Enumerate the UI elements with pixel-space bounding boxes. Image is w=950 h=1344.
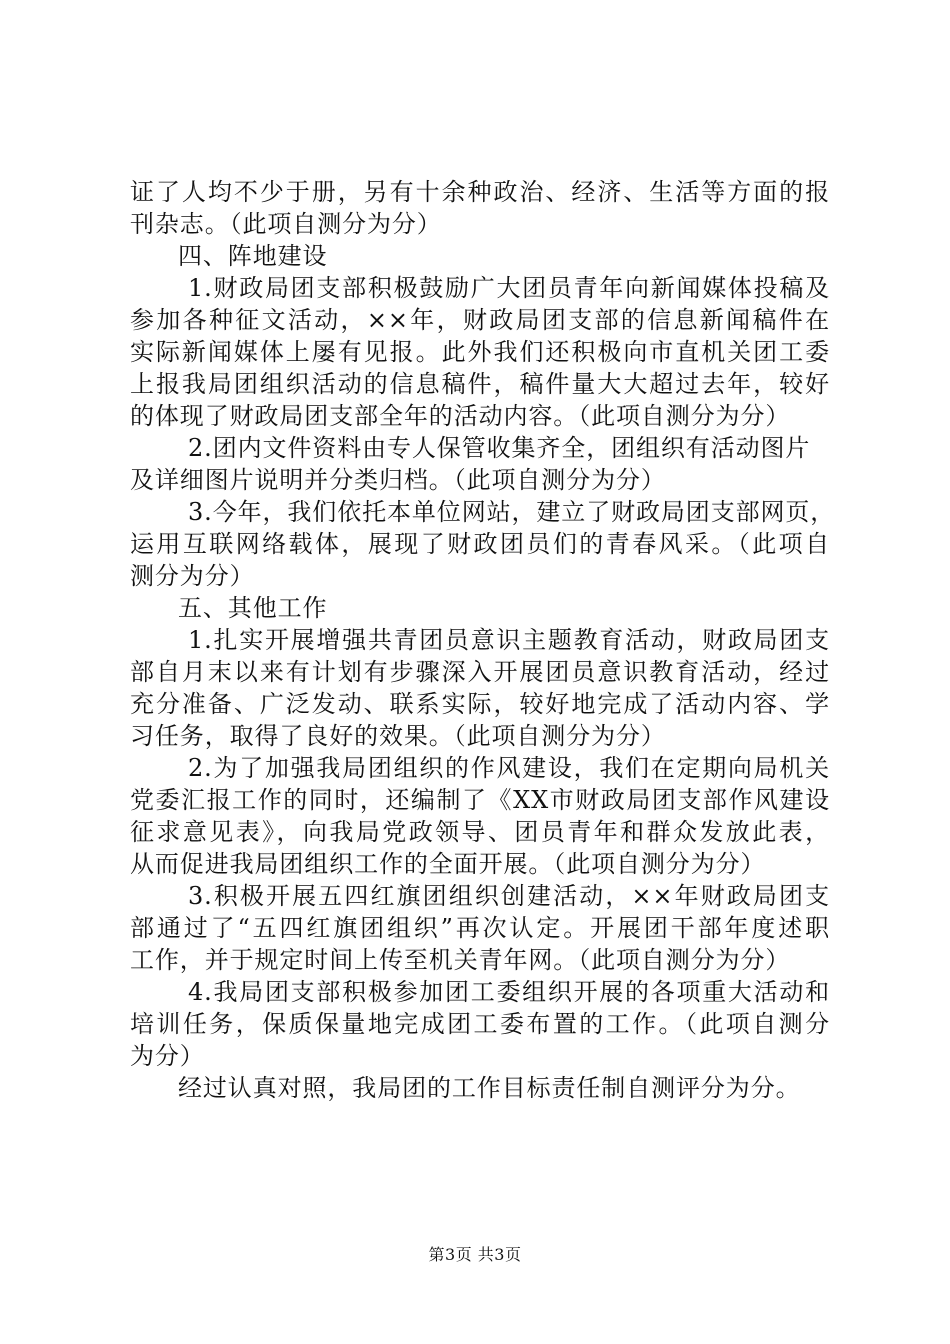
body-text-line: 实际新闻媒体上屡有见报。此外我们还积极向市直机关团工委: [130, 338, 830, 366]
body-text-line: 1.扎实开展增强共青团员意识主题教育活动，财政局团支: [188, 626, 830, 654]
body-text-line: 党委汇报工作的同时，还编制了《XX市财政局团支部作风建设: [130, 786, 830, 814]
body-text-line: 充分准备、广泛发动、联系实际，较好地完成了活动内容、学: [130, 690, 830, 718]
body-text-line: 习任务，取得了良好的效果。（此项自测分为分）: [130, 722, 666, 750]
section-heading: 五、其他工作: [178, 594, 328, 622]
body-text-line: 刊杂志。（此项自测分为分）: [130, 210, 442, 238]
body-text-line: 征求意见表》，向我局党政领导、团员青年和群众发放此表，: [130, 818, 830, 846]
body-text-line: 2.为了加强我局团组织的作风建设，我们在定期向局机关: [188, 754, 830, 782]
conclusion-line: 经过认真对照，我局团的工作目标责任制自测评分为分。: [178, 1074, 801, 1102]
section-heading: 四、阵地建设: [178, 242, 328, 270]
body-text-line: 工作，并于规定时间上传至机关青年网。（此项自测分为分）: [130, 946, 791, 974]
body-text-line: 为分）: [130, 1042, 205, 1070]
body-text-line: 参加各种征文活动，××年，财政局团支部的信息新闻稿件在: [130, 306, 830, 334]
body-text-line: 上报我局团组织活动的信息稿件，稿件量大大超过去年，较好: [130, 370, 830, 398]
body-text-line: 从而促进我局团组织工作的全面开展。（此项自测分为分）: [130, 850, 766, 878]
body-text-line: 运用互联网络载体，展现了财政团员们的青春风采。（此项自: [130, 530, 830, 558]
body-text-line: 4.我局团支部积极参加团工委组织开展的各项重大活动和: [188, 978, 830, 1006]
page-number-footer: 第3页 共3页: [428, 1245, 522, 1264]
body-text-line: 1.财政局团支部积极鼓励广大团员青年向新闻媒体投稿及: [188, 274, 830, 302]
body-text-line: 2.团内文件资料由专人保管收集齐全，团组织有活动图片: [188, 434, 811, 462]
body-text-line: 3.今年，我们依托本单位网站，建立了财政局团支部网页，: [188, 498, 836, 526]
body-text-line: 证了人均不少于册，另有十余种政治、经济、生活等方面的报: [130, 178, 830, 206]
body-text-line: 培训任务，保质保量地完成团工委布置的工作。（此项自测分: [130, 1010, 830, 1038]
body-text-line: 部自月末以来有计划有步骤深入开展团员意识教育活动，经过: [130, 658, 830, 686]
body-text-line: 3.积极开展五四红旗团组织创建活动，××年财政局团支: [188, 882, 830, 910]
body-text-line: 部通过了“五四红旗团组织”再次认定。开展团干部年度述职: [130, 914, 830, 942]
body-text-line: 测分为分）: [130, 562, 255, 590]
body-text-line: 及详细图片说明并分类归档。（此项自测分为分）: [130, 466, 666, 494]
body-text-line: 的体现了财政局团支部全年的活动内容。（此项自测分为分）: [130, 402, 791, 430]
